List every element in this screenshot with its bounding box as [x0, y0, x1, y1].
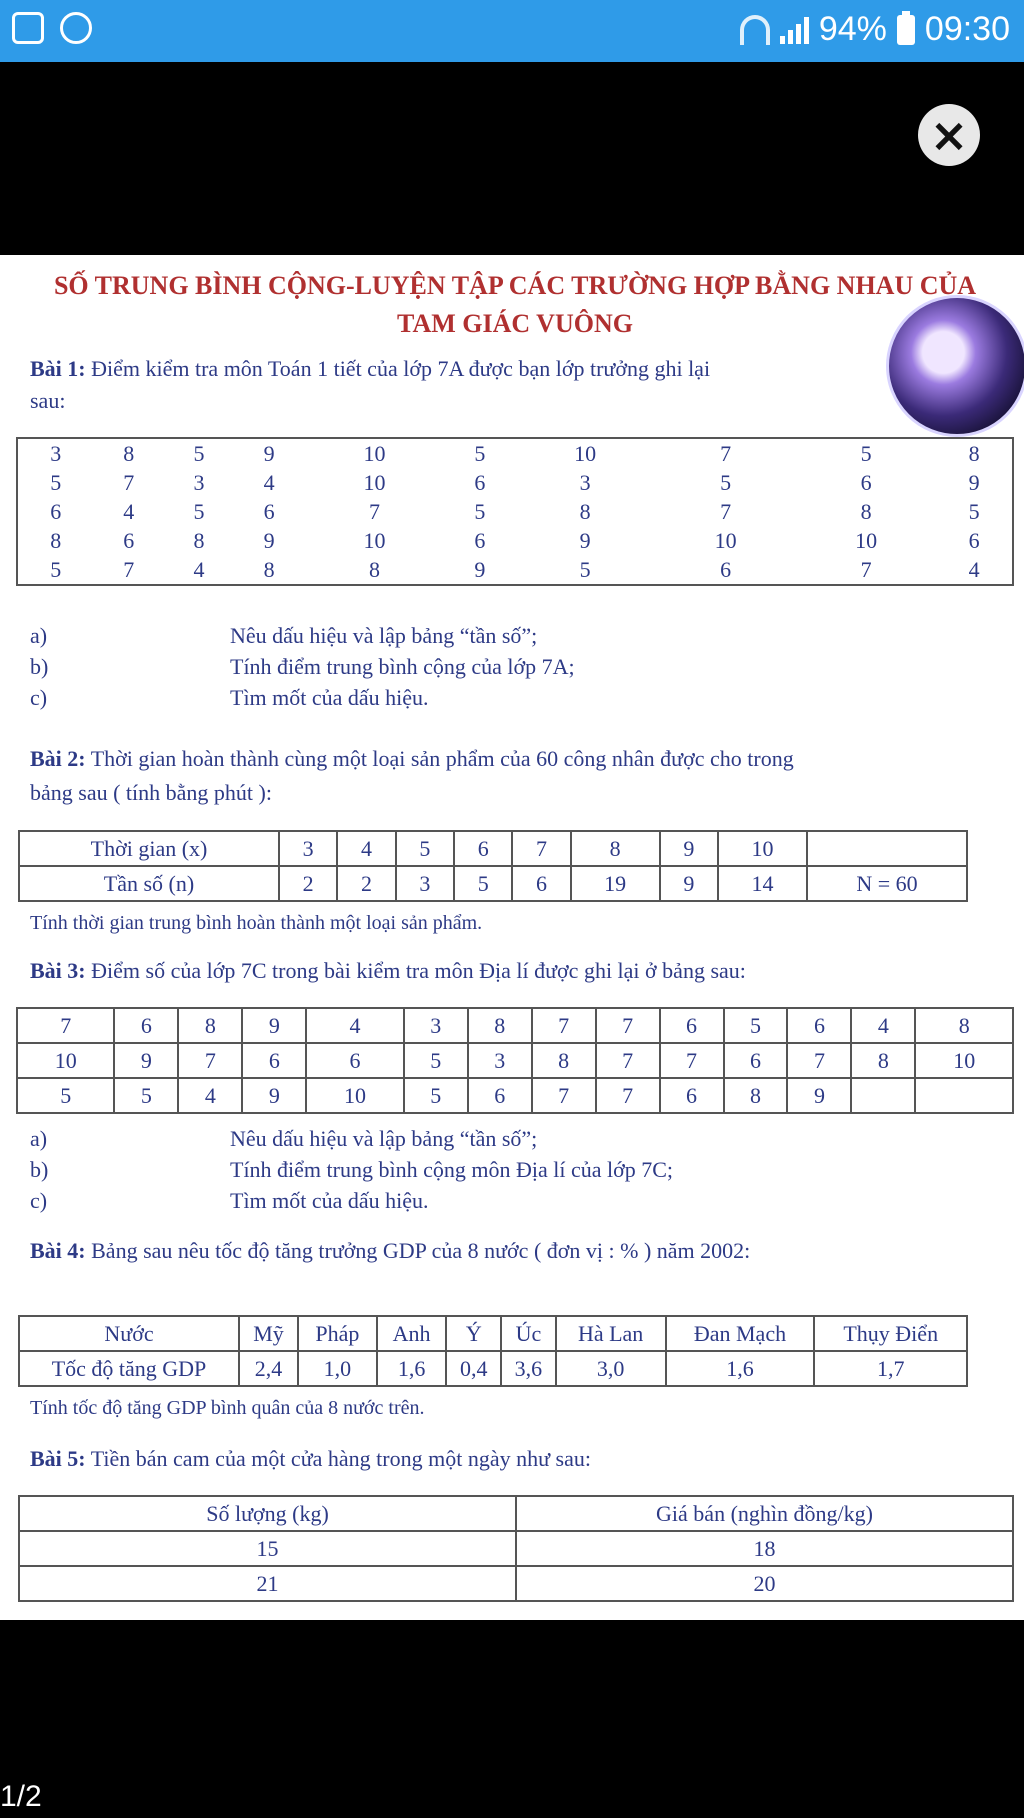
- table-cell: 3: [396, 866, 454, 901]
- table-cell: 8: [532, 1043, 596, 1078]
- table-cell: 1,0: [298, 1351, 377, 1386]
- table-cell: 5: [50, 470, 62, 495]
- bai4-question: Tính tốc độ tăng GDP bình quân của 8 nước trên.: [30, 1397, 425, 1419]
- table-cell: 4: [306, 1008, 403, 1043]
- table-cell: 7: [123, 557, 135, 582]
- table-cell: 6: [474, 470, 486, 495]
- table-cell: 6: [468, 1078, 532, 1113]
- table-cell: 7: [720, 499, 732, 524]
- subquestion-text: Tính điểm trung bình cộng của lớp 7A;: [230, 654, 575, 679]
- table-cell: Úc: [501, 1316, 556, 1351]
- table-cell: 7: [17, 1008, 114, 1043]
- table-cell: 4: [193, 557, 205, 582]
- table-cell: 6: [263, 499, 275, 524]
- table-cell: 6: [660, 1078, 724, 1113]
- table-cell: 7: [178, 1043, 242, 1078]
- table-cell: 8: [851, 1043, 915, 1078]
- table-cell: 14: [718, 866, 807, 901]
- table-cell: 10: [714, 528, 737, 553]
- table-cell: 2,4: [239, 1351, 298, 1386]
- table-cell: 4: [263, 470, 275, 495]
- table-row: [19, 831, 967, 866]
- table-cell: 10: [363, 528, 386, 553]
- table-cell: 9: [242, 1078, 306, 1113]
- battery-percent: 94%: [818, 10, 887, 48]
- bai2-question: Tính thời gian trung bình hoàn thành một loại sản phẩm.: [30, 912, 483, 934]
- subquestion-text: Tìm mốt của dấu hiệu.: [230, 685, 429, 710]
- table-cell: 9: [660, 866, 718, 901]
- table-cell: 5: [193, 441, 205, 466]
- subquestion: [30, 1123, 673, 1154]
- table-cell: 8: [468, 1008, 532, 1043]
- chat-head-avatar[interactable]: [886, 295, 1024, 437]
- table-cell: 4: [968, 557, 980, 582]
- page-indicator: 1/2: [0, 1780, 42, 1813]
- bai4-table: [18, 1315, 968, 1387]
- battery-icon: [897, 15, 915, 45]
- table-cell: 10: [17, 1043, 114, 1078]
- table-cell: 7: [123, 470, 135, 495]
- table-cell: 6: [114, 1008, 178, 1043]
- table-cell: 3,0: [556, 1351, 666, 1386]
- table-cell: 6: [50, 499, 62, 524]
- table-cell: 6: [474, 528, 486, 553]
- bai2-text-2: bảng sau ( tính bằng phút ):: [30, 780, 272, 805]
- table-cell: 0,4: [446, 1351, 501, 1386]
- table-cell: 7: [512, 831, 570, 866]
- gallery-notification-icon: [12, 12, 44, 44]
- subquestion: [30, 1154, 673, 1185]
- subquestion-key: c): [30, 1188, 48, 1213]
- table-cell: 5: [50, 557, 62, 582]
- table-cell: [851, 1078, 915, 1113]
- table-cell: 9: [474, 557, 486, 582]
- table-cell: [915, 1078, 1013, 1113]
- bai1-table: [16, 437, 1014, 586]
- table-cell: 7: [720, 441, 732, 466]
- subquestion-key: b): [30, 654, 49, 679]
- bai4-prompt: [30, 1235, 1000, 1267]
- table-row: [17, 438, 1013, 468]
- table-cell: 5: [404, 1043, 468, 1078]
- bai2-label: Bài 2:: [30, 746, 86, 771]
- table-cell: 9: [263, 441, 275, 466]
- bai5-prompt: [30, 1443, 1000, 1475]
- table-cell: 7: [660, 1043, 724, 1078]
- table-cell: 7: [787, 1043, 851, 1078]
- bai4-text: Bảng sau nêu tốc độ tăng trưởng GDP của 8 nước ( đơn vị : % ) năm 2002:: [91, 1238, 751, 1263]
- table-cell: Đan Mạch: [666, 1316, 815, 1351]
- close-icon[interactable]: ×: [918, 104, 980, 166]
- table-cell: 9: [114, 1043, 178, 1078]
- table-row: [17, 1043, 1013, 1078]
- table-cell: 10: [915, 1043, 1013, 1078]
- table-row: [17, 526, 1013, 555]
- table-cell: 7: [596, 1008, 660, 1043]
- subquestion: [30, 620, 575, 651]
- table-cell: Tốc độ tăng GDP: [19, 1351, 239, 1386]
- bai3-prompt: [30, 955, 1000, 987]
- table-cell: 5: [114, 1078, 178, 1113]
- bai3-subquestions: [30, 1123, 673, 1216]
- table-cell: 8: [915, 1008, 1013, 1043]
- table-cell: 8: [368, 557, 380, 582]
- table-cell: 9: [242, 1008, 306, 1043]
- table-cell: 5: [404, 1078, 468, 1113]
- table-cell: 5: [724, 1008, 788, 1043]
- table-cell: 7: [596, 1043, 660, 1078]
- table-cell: 3,6: [501, 1351, 556, 1386]
- table-cell: 5: [474, 441, 486, 466]
- bai4-label: Bài 4:: [30, 1238, 86, 1263]
- wifi-icon: [740, 15, 770, 45]
- table-cell: 6: [968, 528, 980, 553]
- table-cell: 8: [123, 441, 135, 466]
- bai2-prompt: [30, 743, 1000, 775]
- table-cell: 8: [263, 557, 275, 582]
- table-row: [19, 1531, 1013, 1566]
- bai5-table: [18, 1495, 1014, 1602]
- table-cell: 9: [968, 470, 980, 495]
- table-cell: 4: [178, 1078, 242, 1113]
- table-cell: 20: [516, 1566, 1013, 1601]
- subquestion: [30, 651, 575, 682]
- table-cell: 7: [596, 1078, 660, 1113]
- bai1-prompt: [30, 353, 890, 385]
- table-row: [17, 468, 1013, 497]
- table-cell: 10: [574, 441, 597, 466]
- title-line-1: SỐ TRUNG BÌNH CỘNG-LUYỆN TẬP CÁC TRƯỜNG HỢP BẰNG NHAU CỦA: [53, 271, 977, 300]
- table-cell: 6: [306, 1043, 403, 1078]
- table-cell: 8: [724, 1078, 788, 1113]
- table-cell: 18: [516, 1531, 1013, 1566]
- messenger-notification-icon: [60, 12, 92, 44]
- table-cell: [807, 831, 967, 866]
- table-cell: 5: [474, 499, 486, 524]
- table-cell: 7: [368, 499, 380, 524]
- table-row: [19, 1351, 967, 1386]
- table-row: [19, 1316, 967, 1351]
- table-cell: 5: [396, 831, 454, 866]
- table-cell: Hà Lan: [556, 1316, 666, 1351]
- table-cell: 6: [123, 528, 135, 553]
- table-cell: 5: [579, 557, 591, 582]
- table-cell: 9: [787, 1078, 851, 1113]
- table-cell: Giá bán (nghìn đồng/kg): [516, 1496, 1013, 1531]
- table-cell: 5: [720, 470, 732, 495]
- table-row: [19, 1566, 1013, 1601]
- table-cell: 6: [454, 831, 512, 866]
- table-cell: 2: [279, 866, 337, 901]
- table-cell: 15: [19, 1531, 516, 1566]
- table-cell: Số lượng (kg): [19, 1496, 516, 1531]
- table-cell: 7: [860, 557, 872, 582]
- table-row: [19, 1496, 1013, 1531]
- subquestion-key: a): [30, 1126, 48, 1151]
- table-cell: 7: [532, 1078, 596, 1113]
- table-cell: 8: [178, 1008, 242, 1043]
- table-cell: 6: [512, 866, 570, 901]
- table-cell: 6: [787, 1008, 851, 1043]
- table-cell: 8: [968, 441, 980, 466]
- table-cell: 6: [660, 1008, 724, 1043]
- table-cell: 8: [860, 499, 872, 524]
- clock: 09:30: [924, 10, 1010, 48]
- table-cell: N = 60: [807, 866, 967, 901]
- table-cell: 5: [454, 866, 512, 901]
- table-cell: 10: [363, 441, 386, 466]
- table-cell: 8: [50, 528, 62, 553]
- table-cell: 6: [860, 470, 872, 495]
- table-cell: 6: [720, 557, 732, 582]
- table-cell: 9: [579, 528, 591, 553]
- table-cell: 4: [123, 499, 135, 524]
- bai3-table: [16, 1007, 1014, 1114]
- table-row: [17, 1008, 1013, 1043]
- table-cell: Pháp: [298, 1316, 377, 1351]
- subquestion: [30, 1185, 673, 1216]
- bai2-text: Thời gian hoàn thành cùng một loại sản phẩm của 60 công nhân được cho trong: [90, 746, 794, 771]
- table-cell: 2: [337, 866, 395, 901]
- status-bar: [0, 0, 1024, 62]
- bai5-label: Bài 5:: [30, 1446, 86, 1471]
- table-cell: 21: [19, 1566, 516, 1601]
- bai1-text-2: sau:: [30, 388, 66, 413]
- table-cell: 3: [279, 831, 337, 866]
- subquestion: [30, 682, 575, 713]
- table-cell: 6: [724, 1043, 788, 1078]
- table-cell: 3: [404, 1008, 468, 1043]
- subquestion-key: a): [30, 623, 48, 648]
- table-cell: Mỹ: [239, 1316, 298, 1351]
- table-cell: 4: [337, 831, 395, 866]
- table-cell: 1,6: [377, 1351, 447, 1386]
- bai3-label: Bài 3:: [30, 958, 86, 983]
- table-cell: Thời gian (x): [19, 831, 279, 866]
- table-cell: 8: [571, 831, 660, 866]
- title-line-2: TAM GIÁC VUÔNG: [397, 309, 633, 338]
- table-cell: 10: [306, 1078, 403, 1113]
- table-cell: 6: [242, 1043, 306, 1078]
- table-cell: 3: [579, 470, 591, 495]
- bai2-table: [18, 830, 968, 902]
- table-cell: 1,6: [666, 1351, 815, 1386]
- table-cell: 9: [660, 831, 718, 866]
- table-cell: Ý: [446, 1316, 501, 1351]
- table-cell: 10: [363, 470, 386, 495]
- table-cell: 8: [193, 528, 205, 553]
- table-cell: Anh: [377, 1316, 447, 1351]
- subquestion-key: c): [30, 685, 48, 710]
- table-cell: 4: [851, 1008, 915, 1043]
- table-cell: 9: [263, 528, 275, 553]
- table-cell: 5: [968, 499, 980, 524]
- signal-icon: [780, 16, 809, 44]
- subquestion-key: b): [30, 1157, 49, 1182]
- table-cell: 7: [532, 1008, 596, 1043]
- table-cell: 1,7: [814, 1351, 967, 1386]
- table-cell: 3: [468, 1043, 532, 1078]
- table-cell: 8: [579, 499, 591, 524]
- table-row: [19, 866, 967, 901]
- table-row: [17, 555, 1013, 585]
- table-cell: 10: [718, 831, 807, 866]
- table-row: [17, 497, 1013, 526]
- subquestion-text: Nêu dấu hiệu và lập bảng “tần số”;: [230, 1126, 538, 1151]
- subquestion-text: Tính điểm trung bình cộng môn Địa lí của lớp 7C;: [230, 1157, 674, 1182]
- table-cell: 19: [571, 866, 660, 901]
- table-cell: Thụy Điển: [814, 1316, 967, 1351]
- subquestion-text: Tìm mốt của dấu hiệu.: [230, 1188, 429, 1213]
- bai5-text: Tiền bán cam của một cửa hàng trong một ngày như sau:: [90, 1446, 591, 1471]
- table-cell: 3: [193, 470, 205, 495]
- bai3-text: Điểm số của lớp 7C trong bài kiểm tra môn Địa lí được ghi lại ở bảng sau:: [91, 958, 746, 983]
- table-cell: 5: [860, 441, 872, 466]
- table-cell: Tần số (n): [19, 866, 279, 901]
- table-cell: Nước: [19, 1316, 239, 1351]
- bai1-text: Điểm kiểm tra môn Toán 1 tiết của lớp 7A được bạn lớp trưởng ghi lại: [91, 356, 711, 381]
- table-cell: 3: [50, 441, 62, 466]
- document-image: [0, 255, 1024, 1620]
- table-cell: 10: [855, 528, 878, 553]
- bai1-subquestions: [30, 620, 575, 713]
- table-cell: 5: [17, 1078, 114, 1113]
- bai1-label: Bài 1:: [30, 356, 86, 381]
- table-row: [17, 1078, 1013, 1113]
- subquestion-text: Nêu dấu hiệu và lập bảng “tần số”;: [230, 623, 538, 648]
- table-cell: 5: [193, 499, 205, 524]
- document-title: [30, 267, 1000, 343]
